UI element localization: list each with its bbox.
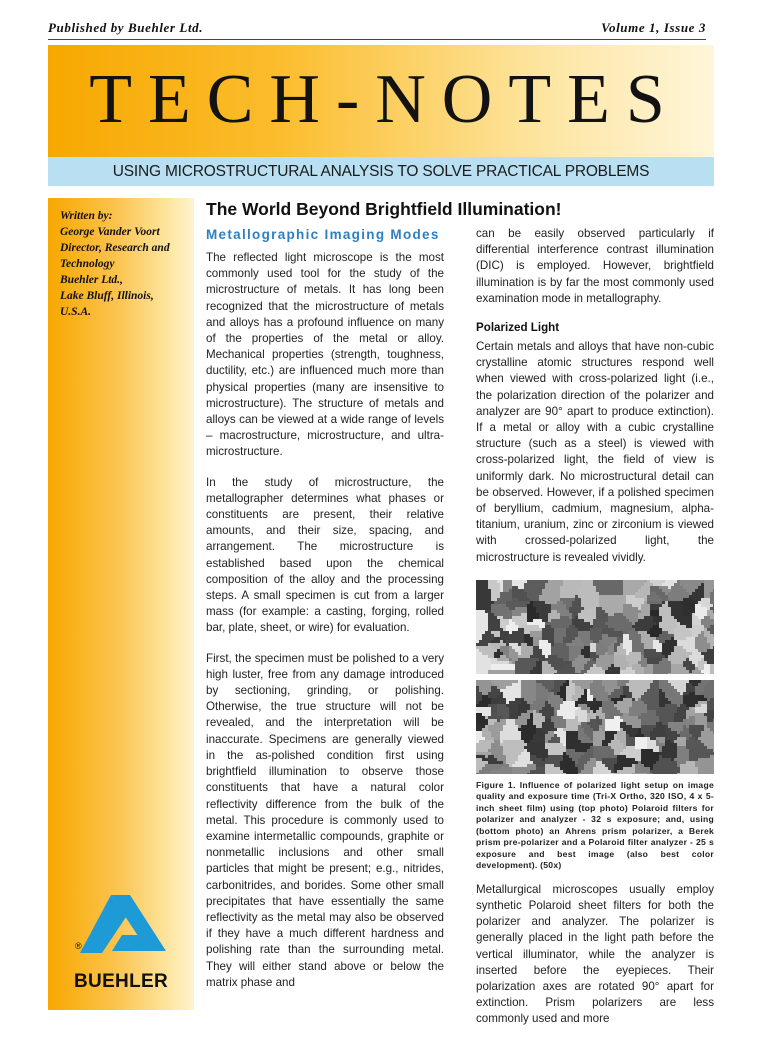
body-paragraph: Metallurgical microscopes usually employ synthetic Polaroid sheet filters for both the polarizer and analyzer. The polarizer is generally placed in the light path before the vertical illuminator, while the analyzer is inserted before the eyepieces. Their polarization axes are rotated 90° apart for extinction. Prism polarizers are less commonly used and more <box>476 882 714 1026</box>
figure-caption: Figure 1. Influence of polarized light setup on image quality and exposure time (Tri-X Ortho, 320 ISO, 4 x 5-inch sheet film) using (top photo) Polaroid filters for polarizer and analyzer - 32 s exposure; and, using (bottom photo) an Ahrens prism polarizer, a Berek prism pre-polarizer and a Polaroid filter analyzer - 25 s exposure and best image (also best color development). (50x) <box>476 779 714 871</box>
author-line: Lake Bluff, Illinois, <box>60 290 154 302</box>
buehler-triangle-logo-icon <box>78 893 168 955</box>
body-paragraph: First, the specimen must be polished to a very high luster, free from any damage introduced by sectioning, grinding, or polishing. Otherwise, the true structure will not be revealed, and the interpretation will be inaccurate. Specimens are generally viewed in the as-polished condition first using brightfield illumination to observe those constituents that have a natural color reflectivity difference from the bulk of the metal. This procedure is commonly used to examine intermetallic compounds, graphite or nonmetallic inclusions and other small particles that might be present; e.g., nitrides, carbonitrides, and borides. Some other small precipitates that have essentially the same reflectivity as the metal may also be observed if they have a much different hardness and polishing rate than the surrounding metal. They will either stand above or below the matrix phase and <box>206 651 444 989</box>
title-banner <box>48 45 714 157</box>
author-credit <box>60 208 188 320</box>
volume-issue-text: Volume 1, Issue 3 <box>601 20 706 35</box>
subtitle-bar <box>48 157 714 186</box>
author-line: Director, Research and <box>60 242 170 254</box>
masthead-line <box>48 20 706 36</box>
registered-mark: ® <box>75 941 82 951</box>
article-column-1 <box>206 224 444 1005</box>
author-line: U.S.A. <box>60 306 91 318</box>
newsletter-title: TECH-NOTES <box>89 61 681 138</box>
polarized-light-heading: Polarized Light <box>476 321 560 335</box>
section-heading: Metallographic Imaging Modes <box>206 227 440 242</box>
body-paragraph: can be easily observed particularly if differential interference contrast illumination (DIC) is employed. However, brightfield illumination is by far the most commonly used examination mode in metallography. <box>476 227 714 305</box>
body-paragraph: The reflected light microscope is the most commonly used tool for the study of the microstructure of metals. It has long been recognized that the microstructure of metals and alloys has a profound influence on many of the properties of the metal or alloy. Mechanical properties (strength, toughness, ductility, etc.) are influenced much more than physical properties (many are insensitive to microstructure). The structure of metals and alloys can be viewed at a wide range of levels – macrostructure, microstructure, and ultra-microstructure. <box>206 251 444 459</box>
author-line: Buehler Ltd., <box>60 274 123 286</box>
body-paragraph: In the study of microstructure, the metallographer determines what phases or constituents are present, their relative amounts, and their size, spacing, and arrangement. The microstructure is established based upon the chemical composition of the alloy and the processing steps. A small specimen is cut from a larger mass (for example: a casting, forging, rolled bar, plate, sheet, or wire) for evaluation. <box>206 475 444 635</box>
newsletter-subtitle: USING MICROSTRUCTURAL ANALYSIS TO SOLVE PRACTICAL PROBLEMS <box>112 162 650 180</box>
publisher-text: Published by Buehler Ltd. <box>48 20 204 35</box>
article-headline: The World Beyond Brightfield Illumination! <box>206 199 562 219</box>
article-column-2 <box>476 226 714 1042</box>
author-sidebar <box>48 198 194 1010</box>
micrograph-bottom-image <box>476 680 714 774</box>
author-line: Written by: <box>60 210 113 222</box>
buehler-logo <box>56 893 186 993</box>
buehler-wordmark: BUEHLER <box>74 971 168 992</box>
micrograph-top-image <box>476 580 714 674</box>
author-line: Technology <box>60 258 115 270</box>
masthead-rule <box>48 39 706 40</box>
author-line: George Vander Voort <box>60 226 160 238</box>
body-paragraph: Certain metals and alloys that have non-cubic crystalline atomic structures respond well when viewed with cross-polarized light (i.e., the polarization direction of the polarizer and analyzer are 90° apart to produce extinction). If a metal or alloy with a cubic crystalline structure (such as a steel) is viewed with cross-polarized light, the field of view is uniformly dark. No microstructural detail can be observed. However, if a polished specimen of beryllium, cadmium, magnesium, alpha-titanium, uranium, zinc or zirconium is viewed with crossed-polarized light, the microstructure is revealed vividly. <box>476 340 714 564</box>
